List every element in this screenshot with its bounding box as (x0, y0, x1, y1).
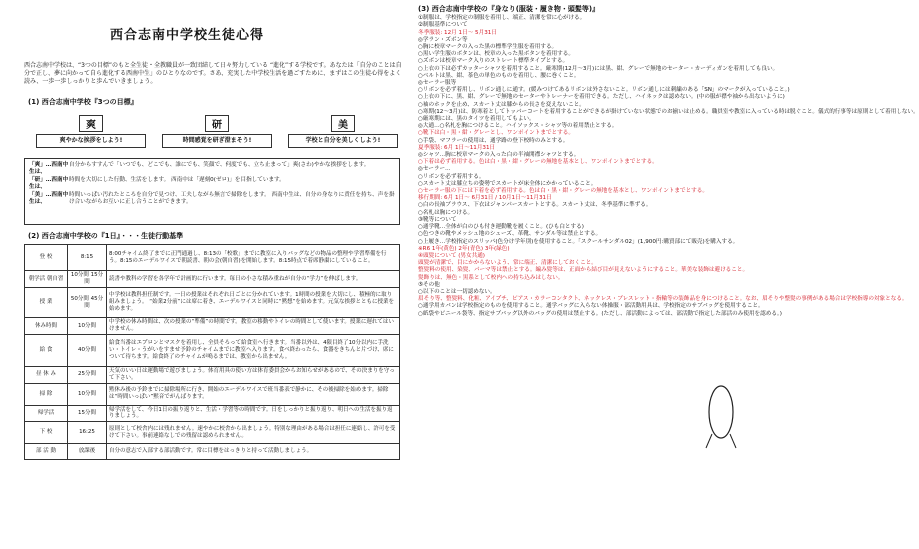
row-time: 15分間 (68, 405, 107, 422)
rule-line: ○ベルトは黒、紺、茶色の単色のものを着用し、腰に巻くこと。 (418, 72, 580, 79)
right-column (418, 5, 919, 318)
rule-line: ○靴下は白・黒・紺・グレーとし、ワンポイントまでとする。 (418, 130, 574, 137)
rule-line: 夏季服装: 6月 1日〜11月31日 (418, 144, 496, 151)
rule-line: ◎セーラー服等 (418, 80, 457, 87)
row-time: 25分間 (68, 367, 107, 384)
table-row (25, 367, 400, 384)
motto-caption: 爽やかな挨拶をしよう! (36, 134, 146, 148)
row-text: 帰学活をして、今日1日の振り返りと、生活・学習等の時間です。日をしっかりと振り返り、明日への生活を振り返りましょう。 (107, 405, 400, 422)
table-row (25, 271, 400, 288)
rule-line: 髪飾りは、無色・黒系として校内への持ち込みはしない。 (418, 274, 564, 281)
row-time: 50分間 45分間 (68, 288, 107, 318)
rule-line: 頭髪が清潔で、目にかからないよう、常に端正、清潔にしておくこと。 (418, 260, 597, 267)
rule-line: ○上衣の下に、黒、紺、グレーで無地のセーターやトレーナーを着用できる。ただし、ハイネックは認めない。(中の服が襟や袖から出ないように) (418, 94, 785, 101)
row-name: 帰学活 (25, 405, 68, 422)
goal-text: 時間いっぱい汚れたところを自分で見つけ、工夫しながら無言で掃除をします。 西南中生は、自分の身なりに責任を持ち、声を掛け合いながらお互いに正し合うことができます。 (69, 191, 395, 206)
row-time: 40分間 (68, 335, 107, 367)
rule-line: ○通学靴…全体が白のひも付き運動靴を履くこと。(ひも白とする) (418, 224, 584, 231)
motto-kanji: 爽 (79, 115, 103, 132)
rule-line: 眉そり等、整髪料、化粧、アイプチ、ピアス・カラーコンタクト、ネックレス・ブレスレット・指輪等の装飾品を身につけること。なお、眉そりや整髪の事例がある場合は学校指導の対象となる。 (418, 296, 908, 303)
goal-key: 「美」…西南中生は、 (29, 191, 69, 206)
row-name: 授 業 (25, 288, 68, 318)
row-name: 休み時間 (25, 318, 68, 335)
document-title: 西合志南中学校生徒心得 (110, 28, 265, 43)
rule-line: ○以下のことは一切認めない。 (418, 288, 496, 295)
rule-line: ○スカート丈は膝立ちの姿勢でスカートが床全体にかかっていること。 (418, 180, 597, 187)
rule-line: ○名札は胸につける。 (418, 209, 474, 216)
rule-line: ○ズボンは校章マーク入りのストレート標準タイプとする。 (418, 58, 569, 65)
section-appearance-heading: (3) 西合志南中学校の『身なり(服装・履き物・頭髪等)』 (418, 5, 600, 13)
row-text: 8:00チャイム終了までに正門通過し、8:13の「校歌」までに教室に入りバッグなどの物品の整理や学習準備を行う。8:15のエーデルワイスで朝読書、朝の会(朝自習)を開始します。8:15時点で着席静粛にしていること。 (107, 245, 400, 271)
row-name: 下 校 (25, 422, 68, 444)
table-row (25, 288, 400, 318)
rule-line: ○白の長袖ブラウス、下衣はジャンパースカートとする。スカート丈は、冬季基準に準ずる。 (418, 202, 652, 209)
rule-line: ※R6 1年(黄色) 2年(青色) 3年(緑色) (418, 245, 510, 252)
rule-line: ○紙袋やビニール袋等、指定サブバッグ以外のバッグの使用は禁止する。(ただし、部活動によっては、部活動で指定した部活のみ使用を認める。) (418, 310, 782, 317)
row-time: 10分間 15分間 (68, 271, 107, 288)
row-name: 給 食 (25, 335, 68, 367)
motto-caption: 学校と自分を美しくしよう! (288, 134, 398, 148)
row-text: 天気のいい日は運動場で遊びましょう。体育用具の使い方は体育委員会からお知らせがあるので、その決まりを守って下さい。 (107, 367, 400, 384)
motto-kanji: 美 (331, 115, 355, 132)
goals-explanation-box (24, 158, 400, 225)
table-row (25, 383, 400, 405)
goal-key: 「爽」…西南中生は、 (29, 162, 69, 176)
intro-paragraph: 西合志南中学校は、“3つの目標”のもと全生徒・全教職員が一致団結して日々努力している “進化”する学校です。あなたは「自分のことは自分で正し、夢に向かって自ら進化する西南中生」のひとりなのです。さあ、充実した中学校生活を過ごすために、まずはこの生徒心得をよく読み、一歩一歩しっかりと歩んでいきましょう。 (24, 62, 402, 85)
goal-text: 時間を大切にした行動、生活をします。 西南中は「遅刻0(ゼロ)」を目指しています。 (69, 176, 285, 183)
rule-line: ○通学用カバンは学校指定のものを使用すること。通学バッグに入らない体操服・部活動用具は、学校指定のサブバッグを使用すること。 (418, 303, 764, 310)
motto-item (36, 113, 146, 148)
table-row (25, 245, 400, 271)
mirror-stand (730, 434, 736, 448)
rule-line: ②制服基準について (418, 22, 468, 29)
row-text: 読書や教科の学習を各学年で計画的に行います。毎日の小さな積み重ねが自分の“学力”を伸ばします。 (107, 271, 400, 288)
rule-line: ○リボンを必ず着用する。 (418, 173, 485, 180)
goal-row (29, 177, 395, 192)
rule-line: ◎シャツ…胸に校章マークの入った白の半袖開襟シャツとする。 (418, 152, 580, 159)
motto-item (162, 113, 272, 148)
row-text: 中学校は教科担任制です。一日の授業はそれぞれ日ごとに分かれています。1時間の授業を大切にし、積極的に取り組みましょう。 “始業2分前”には席に着き、エーデルワイスと同時に“黙想”を始めます。元気な挨拶とともに授業を始めます。 (107, 288, 400, 318)
section-day-heading: (2) 西合志南中学校の『1日』・・・生徒行動基準 (28, 232, 184, 240)
rule-line: 整髪料の使用、染髪、パーマ等は禁止とする。編み髪等は、正面から結び目が見えないようにすること。華美な装飾は避けること。 (418, 267, 749, 274)
motto-item (288, 113, 398, 148)
row-text: 中学校の休み時間は、次の授業の“準備”の時間です。教室の移動やトイレの時間として使います。授業に遅れてはいけません。 (107, 318, 400, 335)
row-text: 原則として校舎内には残れません。速やかに校舎から出ましょう。特別な理由がある場合は担任に連絡し、許可を受けて下さい。事前連絡なしでの残留は認められません。 (107, 422, 400, 444)
rule-line: ④頭髪について (男女共通) (418, 252, 485, 259)
table-row (25, 422, 400, 444)
table-row (25, 335, 400, 367)
rule-line: 冬季服装: 12月 1日〜 5月31日 (418, 29, 497, 36)
table-row (25, 318, 400, 335)
rule-line: ○下着は必ず着用する。色は白・黒・紺・グレーの無地を基本とし、ワンポイントまでとする。 (418, 159, 658, 166)
goal-text: 自分からすすんで「いつでも、どこでも、誰にでも、笑顔で、何度でも、立ち止まって」爽(さわ)やかな挨拶をします。 (69, 162, 370, 168)
rule-line: ○手袋、マフラーの使用は、通学路の登下校時のみとする。 (418, 137, 569, 144)
row-time: 放課後 (68, 444, 107, 460)
row-time: 8:15 (68, 245, 107, 271)
rule-line: ○上衣の下は必ずカッターシャツを着用すること。厳寒期(12月〜3月)には黒、紺、グレーで無地のセーター・カーディガンを着用しても良い。 (418, 65, 779, 72)
rule-line: ○袖のホックを止め、スカート丈は膝からの長さを変えないこと。 (418, 101, 585, 108)
mirror-illustration (700, 382, 742, 450)
rule-line: ◎セーラー… (418, 166, 451, 173)
mirror-stand (706, 434, 712, 448)
row-name: 朝学活 朝自習 (25, 271, 68, 288)
rule-line: ○リボンを必ず着用し、リボン通しに通す。(緩みつけてあるリボンは外さないこと。リボン通しには刺繍のある「SN」のマークが入っていること。) (418, 87, 790, 94)
table-row (25, 444, 400, 460)
goal-row (29, 162, 395, 177)
rule-line: ○セーラー服の下には下着を必ず着用する。色は白・黒・紺・グレーの無地を基本とし、ワンポイントまでとする。 (418, 188, 708, 195)
mottos (36, 113, 398, 153)
rule-line: ③靴等について (418, 216, 457, 223)
goal-key: 「研」…西南中生は、 (29, 176, 69, 191)
rule-line: ○黒い学生服のボタンは、校章の入った黒ボタンを着用する。 (418, 51, 574, 58)
row-time: 16:25 (68, 422, 107, 444)
motto-kanji: 研 (205, 115, 229, 132)
rule-line: ○色つきの靴やメッシュ地のシューズ、革靴、サンダル等は禁止とする。 (418, 231, 602, 238)
appearance-rules (418, 15, 919, 318)
rule-line: ○上履き…学校指定のスリッパ(色分け学年別)を使用すること。「スクールサンダル02」(1,900円:購買部にて販売)を購入する。 (418, 238, 739, 245)
section-goals-heading: (1) 西合志南中学校『3つの目標』 (28, 98, 138, 106)
row-text: 黙休み後の予鈴までに掃除場所に行き、開始のエーデルワイスで班当番表で静かに、その後掃除を始めます。掃除は“時間いっぱい”黙音でがんばります。 (107, 383, 400, 405)
table-row (25, 405, 400, 422)
row-name: 登 校 (25, 245, 68, 271)
rule-line: ◎学ラン・ズボン等 (418, 36, 468, 43)
row-text: 給食当番はエプロンとマスクを着用し、全員そろって給食室へ行きます。当番以外は、4限目終了10分以内に手洗い・トイレ・うがいをすませ予鈴のチャイムまでに教室へ入ります。食べ終わったら、食器をきちんと片づけ、席について待ちます。給食終了のチャイムが鳴るまでは、教室から出ません。 (107, 335, 400, 367)
row-name: 掃 除 (25, 383, 68, 405)
rule-line: 移行期間: 6月 1日〜 6月31日 / 10月1日〜11月31日 (418, 195, 552, 202)
row-name: 部 活 動 (25, 444, 68, 460)
rule-line: ○厳寒期には、黒のタイツを着用してもよい。 (418, 116, 535, 123)
rule-line: ①制服は、学校指定の制服を着用し、端正、清潔を常に心がける。 (418, 15, 586, 22)
rule-line: ◎大通…○名札を胸につけること。ハイソックス・シャツ等の着用禁止とする。 (418, 123, 618, 130)
row-name: 昼 休 み (25, 367, 68, 384)
rule-line: ○胸に校章マークの入った黒の標準学生服を着用する。 (418, 44, 558, 51)
mirror-frame (709, 386, 733, 438)
row-time: 10分間 (68, 318, 107, 335)
goal-row (29, 192, 395, 207)
row-time: 10分間 (68, 383, 107, 405)
row-text: 自分の意志で入部する部活動です。常に目標をはっきりと持って活動しましょう。 (107, 444, 400, 460)
rule-line: ⑤その他 (418, 281, 440, 288)
motto-caption: 時間感覚を研ぎ澄まそう! (162, 134, 272, 148)
schedule-table (24, 244, 400, 460)
rule-line: ○寒期(12〜3月)は、防寒着としてトッパーコートを着用することができるが掛けていない状態でのお揃いは止める。職員室や教室に入っている時は脱ぐこと。儀式的行事等は原則として着用しない。 (418, 108, 919, 115)
